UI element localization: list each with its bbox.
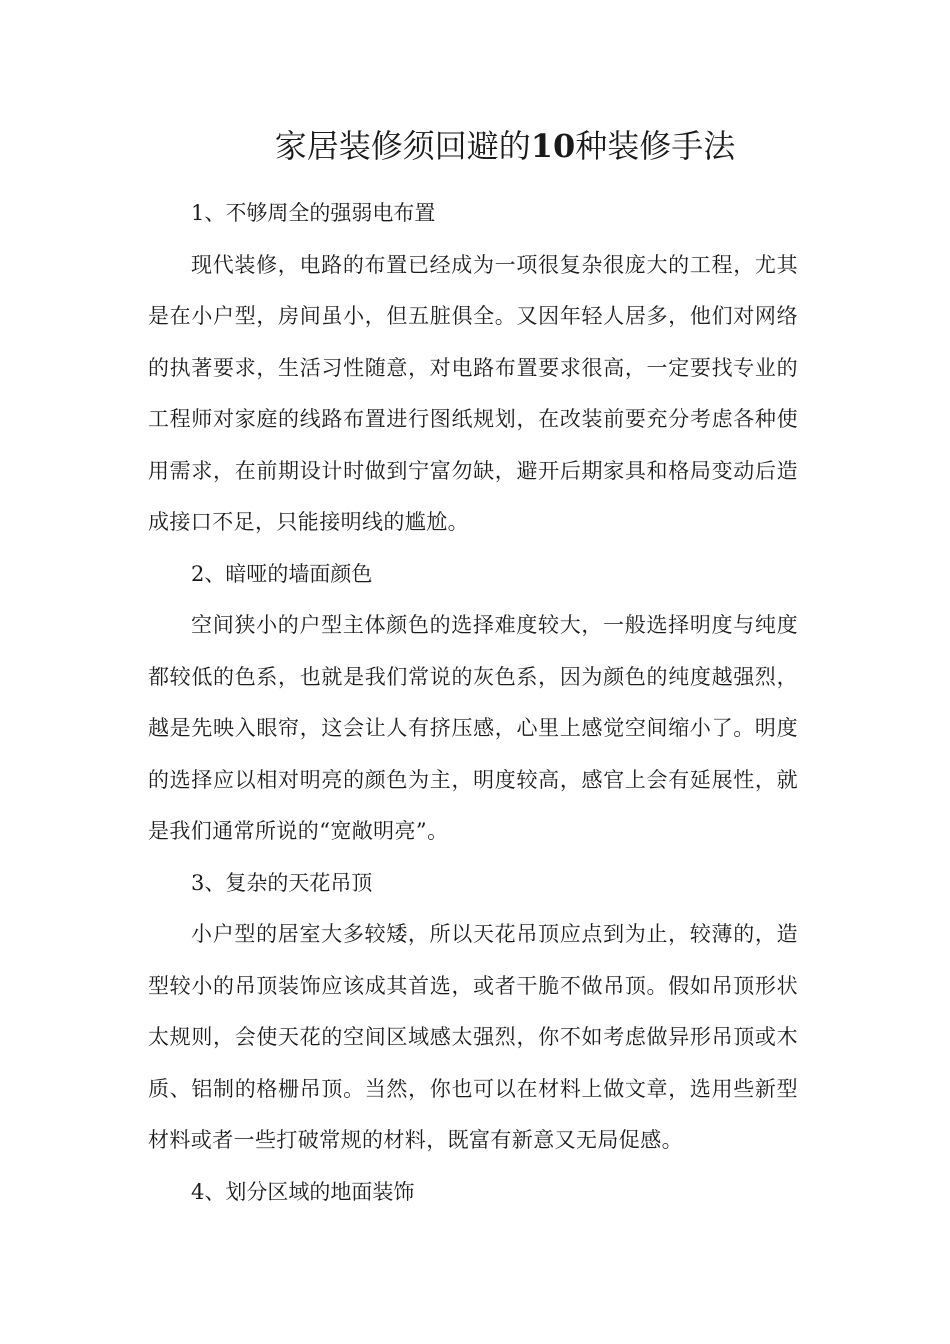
title-text-part1: 家居装修须回避的 bbox=[274, 127, 531, 165]
document-body bbox=[148, 188, 798, 1218]
section-paragraph-2: 空间狭小的户型主体颜色的选择难度较大，一般选择明度与纯度都较低的色系，也就是我们常说的灰色系，因为颜色的纯度越强烈，越是先映入眼帘，这会让人有挤压感，心里上感觉空间缩小了。明度的选择应以相对明亮的颜色为主，明度较高，感官上会有延展性，就是我们通常所说的“宽敞明亮”。 bbox=[148, 613, 798, 843]
section-heading-1: 1、不够周全的强弱电布置 bbox=[191, 201, 436, 225]
page-title bbox=[0, 120, 950, 172]
section-paragraph-3: 小户型的居室大多较矮，所以天花吊顶应点到为止，较薄的，造型较小的吊顶装饰应该成其首选，或者干脆不做吊顶。假如吊顶形状太规则，会使天花的空间区域感太强烈，你不如考虑做异形吊顶或木质、铝制的格栅吊顶。当然，你也可以在材料上做文章，选用些新型材料或者一些打破常规的材料，既富有新意又无局促感。 bbox=[148, 922, 798, 1152]
section-heading-4: 4、划分区域的地面装饰 bbox=[191, 1179, 415, 1204]
section-heading-3: 3、复杂的天花吊顶 bbox=[191, 870, 373, 895]
section-paragraph-1: 现代装修，电路的布置已经成为一项很复杂很庞大的工程，尤其是在小户型，房间虽小，但五脏俱全。又因年轻人居多，他们对网络的执著要求，生活习性随意，对电路布置要求很高，一定要找专业的工程师对家庭的线路布置进行图纸规划，在改装前要充分考虑各种使用需求，在前期设计时做到宁富勿缺，避开后期家具和格局变动后造成接口不足，只能接明线的尴尬。 bbox=[148, 252, 798, 534]
title-number: 10 bbox=[530, 127, 576, 165]
section-heading-2: 2、暗哑的墙面颜色 bbox=[191, 561, 373, 586]
title-text-part2: 种装修手法 bbox=[575, 127, 736, 165]
